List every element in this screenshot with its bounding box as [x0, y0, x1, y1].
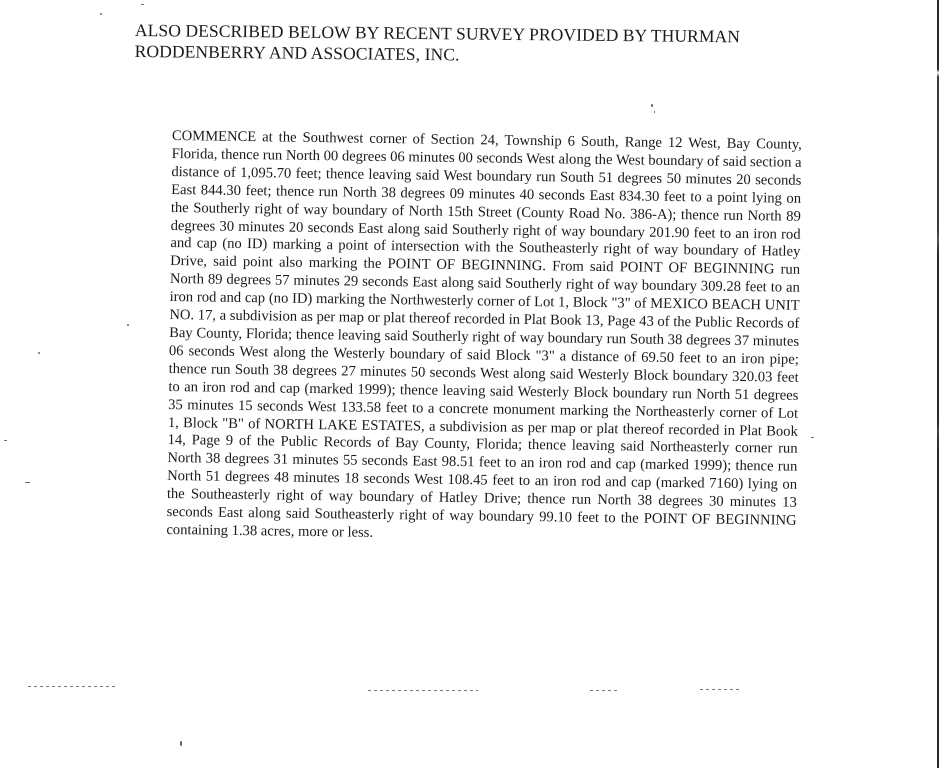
scan-edge-line	[937, 0, 939, 768]
scan-dash-line	[28, 686, 118, 687]
scan-speck	[811, 437, 814, 438]
scan-speck	[4, 440, 7, 441]
scan-speck	[25, 482, 30, 483]
scan-dash-line	[590, 690, 620, 691]
scan-speck	[38, 352, 40, 354]
legal-description: COMMENCE at the Southwest corner of Section 24, Township 6 South, Range 12 West, Bay County, Florida, thence run North 00 degrees 06 minutes 00 seconds West along the West boundary of said section a distance of 1,095.70 feet; thence leaving said West boundary run South 51 degrees 50 minutes 20 seconds East 844.30 feet; thence run North 38 degrees 09 minutes 40 seconds East 834.30 feet to a point lying on the Southerly right of way boundary of North 15th Street (County Road No. 386-A); thence run North 89 degrees 30 minutes 20 seconds East along said Southerly right of way boundary 201.90 feet to an iron rod and cap (no ID) marking a point of intersection with the Southeasterly right of way boundary of Hatley Drive, said point also marking the POINT OF BEGINNING. From said POINT OF BEGINNING run North 89 degrees 57 minutes 29 seconds East along said Southerly right of way boundary 309.28 feet to an iron rod and cap (no ID) marking the Northwesterly corner of Lot 1, Block "3" of MEXICO BEACH UNIT NO. 17, a subdivision as per map or plat thereof recorded in Plat Book 13, Page 43 of the Public Records of Bay County, Florida; thence leaving said Southerly right of way boundary run South 38 degrees 37 minutes 06 seconds West along the Westerly boundary of said Block "3" a distance of 69.50 feet to an iron pipe; thence run South 38 degrees 27 minutes 50 seconds West along said Westerly Block boundary 320.03 feet to an iron rod and cap (marked 1999); thence leaving said Westerly Block boundary run North 51 degrees 35 minutes 15 seconds West 133.58 feet to a concrete monument marking the Northeasterly corner of Lot 1, Block "B" of NORTH LAKE ESTATES, a subdivision as per map or plat thereof recorded in Plat Book 14, Page 9 of the Public Records of Bay County, Florida; thence leaving said Northeasterly corner run North 38 degrees 31 minutes 55 seconds East 98.51 feet to an iron rod and cap (marked 1999); thence run North 51 degrees 48 minutes 18 seconds West 108.45 feet to an iron rod and cap (marked 7160) lying on the Southeasterly right of way boundary of Hatley Drive; thence run North 38 degrees 30 minutes 13 seconds East along said Southeasterly right of way boundary 99.10 feet to the POINT OF BEGINNING containing 1.38 acres, more or less.	[166, 128, 802, 541]
scan-speck	[180, 741, 182, 746]
scan-dash-line	[700, 689, 740, 690]
scan-speck	[654, 111, 655, 113]
scan-speck	[651, 104, 653, 107]
scan-speck	[100, 13, 102, 15]
scan-dash-line	[368, 690, 478, 691]
survey-heading: ALSO DESCRIBED BELOW BY RECENT SURVEY PROVIDED BY THURMAN RODDENBERRY AND ASSOCIATES, INC.	[134, 20, 741, 65]
scan-speck	[141, 4, 144, 5]
scan-speck	[127, 324, 129, 326]
